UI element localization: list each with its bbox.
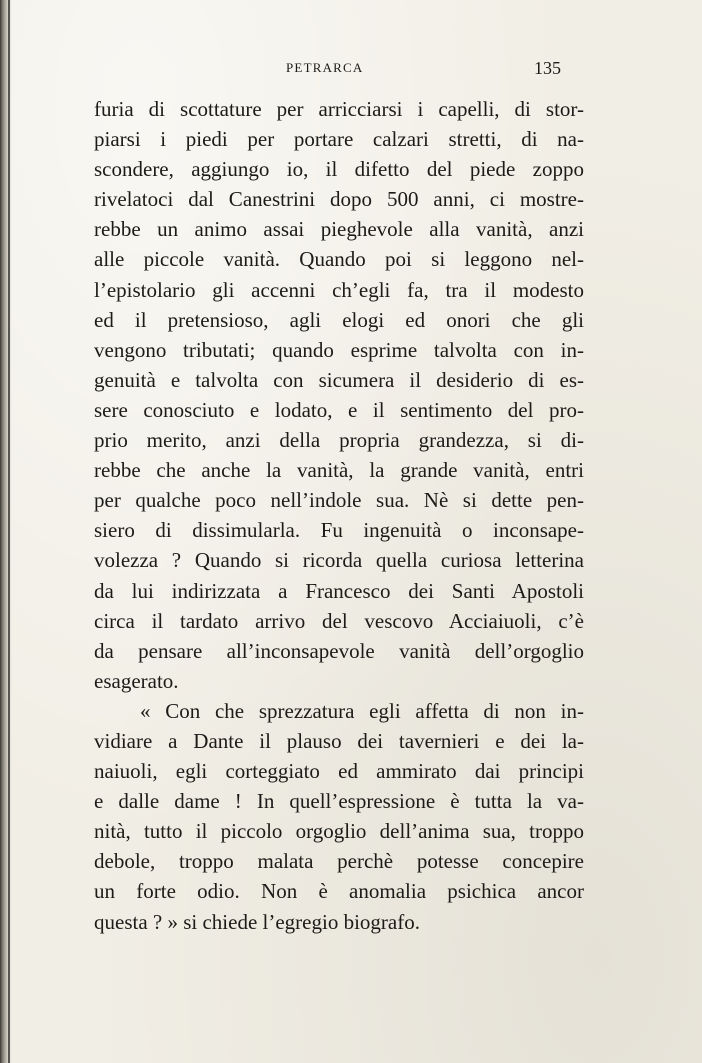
text-line: volezza ? Quando si ricorda quella curiosa letterina [94,548,584,573]
text-line: nità, tutto il piccolo orgoglio dell’anima sua, troppo [94,819,584,844]
text-line: e dalle dame ! In quell’espressione è tutta la va- [94,789,584,814]
text-line: genuità e talvolta con sicumera il desiderio di es- [94,367,584,392]
text-line: prio merito, anzi della propria grandezza, si di- [94,428,584,453]
text-line: ed il pretensioso, agli elogi ed onori che gli [94,307,584,332]
text-line: vidiare a Dante il plauso dei tavernieri e dei la- [94,728,584,753]
text-line: da pensare all’inconsapevole vanità dell’orgoglio [94,638,584,663]
text-line: rebbe un animo assai pieghevole alla vanità, anzi [94,217,584,242]
text-line: per qualche poco nell’indole sua. Nè si dette pen- [94,488,584,513]
text-line: vengono tributati; quando esprime talvolta con in- [94,337,584,362]
text-line: un forte odio. Non è anomalia psichica ancor [94,879,584,904]
text-line: furia di scottature per arricciarsi i capelli, di stor- [94,97,584,121]
text-line: rebbe che anche la vanità, la grande vanità, entri [94,458,584,483]
page-header [0,58,702,82]
text-line: sere conosciuto e lodato, e il sentimento del pro- [94,397,584,422]
text-line: siero di dissimularla. Fu ingenuità o inconsape- [94,518,584,543]
text-line: l’epistolario gli accenni ch’egli fa, tra il modesto [94,277,584,302]
text-line: « Con che sprezzatura egli affetta di non in- [140,698,584,723]
page-binding-line [8,0,10,1063]
running-head: PETRARCA [286,60,364,75]
body-text [94,94,584,937]
page-binding-edge [0,0,12,1063]
text-line: esagerato. [94,668,179,693]
text-line: piarsi i piedi per portare calzari stretti, di na- [94,127,584,152]
text-line: rivelatoci dal Canestrini dopo 500 anni, ci mostre- [94,187,584,212]
text-line: questa ? » si chiede l’egregio biografo. [94,909,420,934]
text-line: alle piccole vanità. Quando poi si leggono nel- [94,247,584,272]
text-line: da lui indirizzata a Francesco dei Santi Apostoli [94,578,584,603]
page-number: 135 [534,58,561,78]
text-line: scondere, aggiungo io, il difetto del piede zoppo [94,157,584,182]
text-line: debole, troppo malata perchè potesse concepire [94,849,584,874]
text-line: circa il tardato arrivo del vescovo Acciaiuoli, c’è [94,608,584,633]
text-line: naiuoli, egli corteggiato ed ammirato dai principi [94,759,584,784]
